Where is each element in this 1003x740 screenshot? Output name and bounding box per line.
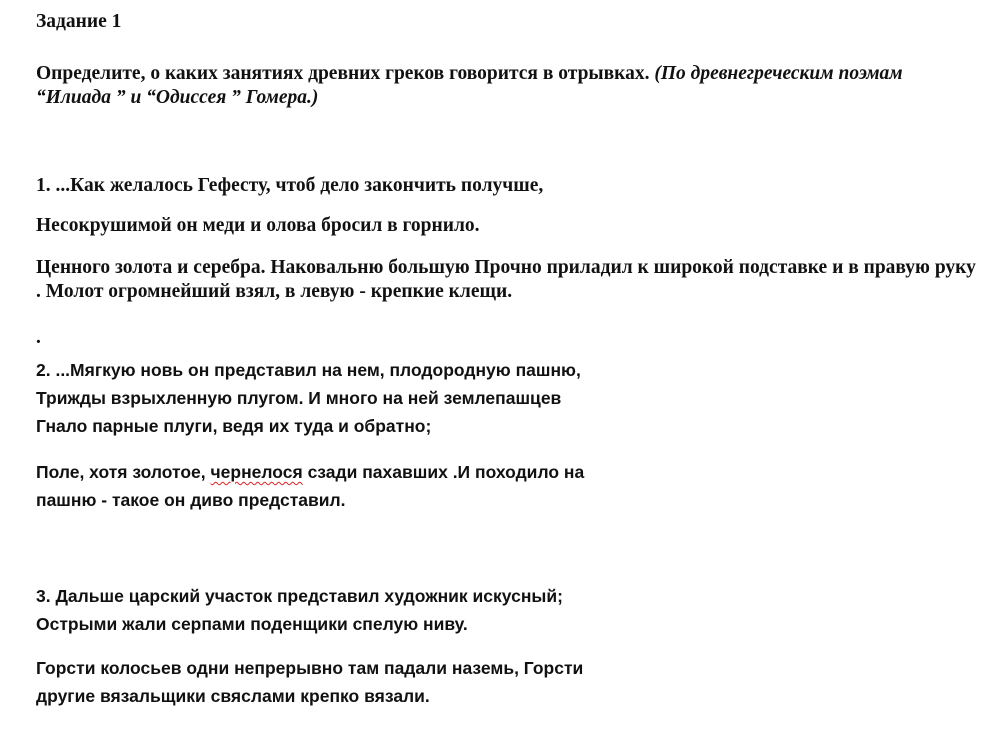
excerpt2-line4-end: сзади пахавших .И походило на xyxy=(302,462,585,482)
task-title: Задание 1 xyxy=(36,11,122,32)
excerpt2-line5: пашню - такое он диво представил. xyxy=(36,490,346,510)
excerpt2-line1: 2. ...Мягкую новь он представил на нем, плодородную пашню, xyxy=(36,360,581,380)
excerpt3-line4: другие вязальщики свяслами крепко вязали. xyxy=(36,686,430,706)
excerpt2-line4 xyxy=(36,458,584,486)
spellcheck-flagged-word: чернелося xyxy=(210,462,303,482)
excerpt2-stanza-b xyxy=(36,458,584,514)
excerpt3-line3: Горсти колосьев одни непрерывно там падали наземь, Горсти xyxy=(36,658,584,678)
task-question-text: Определите, о каких занятиях древних греков говорится в отрывках. xyxy=(36,63,650,84)
task-source-note: (По древнегреческим поэмам “Илиада ” и “Одиссея ” Гомера.) xyxy=(36,63,903,108)
excerpt2-line3: Гнало парные плуги, ведя их туда и обратно; xyxy=(36,416,432,436)
excerpt1-line1: 1. ...Как желалось Гефесту, чтоб дело закончить получше, xyxy=(36,175,544,196)
excerpt1-line3: Ценного золота и серебра. Наковальню большую Прочно приладил к широкой подставке и в правую руку . Молот огромнейший взял, в левую - крепкие клещи. xyxy=(36,257,976,302)
excerpt2-stanza-a xyxy=(36,356,581,440)
task-question xyxy=(36,62,981,110)
excerpt3-line2: Острыми жали серпами поденщики спелую ниву. xyxy=(36,614,468,634)
excerpt2-line4-start: Поле, хотя золотое, xyxy=(36,462,211,482)
excerpt1-dot: . xyxy=(36,327,41,348)
excerpt3-stanza-a xyxy=(36,582,563,638)
excerpt3-stanza-b xyxy=(36,654,583,710)
excerpt2-line2: Трижды взрыхленную плугом. И много на ней землепашцев xyxy=(36,388,562,408)
excerpt3-line1: 3. Дальше царский участок представил художник искусный; xyxy=(36,586,563,606)
excerpt1-line2: Несокрушимой он меди и олова бросил в горнило. xyxy=(36,215,480,236)
